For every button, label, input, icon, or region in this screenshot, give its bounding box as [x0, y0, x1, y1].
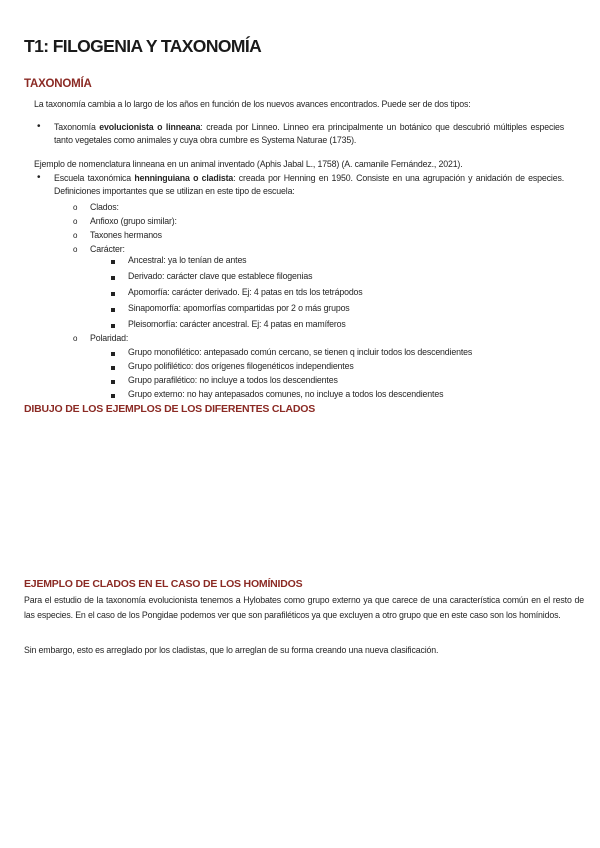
square-bullet-icon	[111, 380, 115, 384]
square-bullet-icon	[111, 352, 115, 356]
hominidos-heading: EJEMPLO DE CLADOS EN EL CASO DE LOS HOMÍNIDOS	[24, 578, 303, 590]
square-bullet-icon	[111, 292, 115, 296]
taxonomia-heading: TAXONOMÍA	[24, 78, 92, 90]
caracter-item: Ancestral: ya lo tenían de antes	[128, 255, 247, 265]
dibujo-heading: DIBUJO DE LOS EJEMPLOS DE LOS DIFERENTES CLADOS	[24, 403, 316, 415]
square-bullet-icon	[111, 276, 115, 280]
square-bullet-icon	[111, 366, 115, 370]
item-linneana-rest: : creada por Linneo. Linneo era principalmente un botánico que descubrió múltiples especies tanto vegetales como animales y cuya obra cumbre es Systema Naturae (1735).	[54, 122, 564, 145]
item-linneana-bold: evolucionista o linneana	[99, 122, 201, 132]
circle-bullet-icon: o	[73, 217, 78, 226]
page-title: T1: FILOGENIA Y TAXONOMÍA	[24, 36, 262, 56]
circle-bullet-icon: o	[73, 231, 78, 240]
definition-item: Carácter:	[90, 244, 125, 254]
hominidos-paragraph-1: Para el estudio de la taxonomía evolucionista tenemos a Hylobates como grupo externo ya que carece de una característica común en el resto de las especies. En el caso de los Pongidae podemos ver que son parafiléticos ya que excluyen a otro grupo que en este caso son los homínidos.	[24, 595, 584, 620]
taxonomia-intro: La taxonomía cambia a lo largo de los años en función de los nuevos avances encontrados. Puede ser de dos tipos:	[34, 99, 471, 109]
circle-bullet-icon: o	[73, 334, 78, 343]
definition-item: Anfioxo (grupo similar):	[90, 216, 177, 226]
caracter-item: Sinapomorfía: apomorfías compartidas por 2 o más grupos	[128, 303, 350, 313]
polaridad-item: Grupo externo: no hay antepasados comunes, no incluye a todos los descendientes	[128, 389, 444, 399]
caracter-item: Apomorfía: carácter derivado. Ej: 4 patas en tds los tetrápodos	[128, 287, 363, 297]
polaridad-item: Grupo parafilético: no incluye a todos los descendientes	[128, 375, 338, 385]
item-cladista	[54, 172, 564, 198]
nomenclature-example: Ejemplo de nomenclatura linneana en un animal inventado (Aphis Jabal L., 1758) (A. camanile Fernández., 2021).	[34, 159, 463, 169]
bullet-icon: •	[37, 121, 41, 132]
item-cladista-prefix: Escuela taxonómica	[54, 173, 135, 183]
caracter-item: Pleisomorfía: carácter ancestral. Ej: 4 patas en mamíferos	[128, 319, 346, 329]
item-linneana	[54, 121, 564, 147]
item-cladista-rest: : creada por Henning en 1950. Consiste en una agrupación y anidación de especies. Definiciones importantes que se utilizan en este tipo de escuela:	[54, 173, 564, 196]
caracter-item: Derivado: carácter clave que establece filogenias	[128, 271, 313, 281]
polaridad-label: Polaridad:	[90, 333, 129, 343]
item-cladista-bold: henninguiana o cladista	[134, 173, 234, 183]
bullet-icon: •	[37, 172, 41, 183]
definition-item: Taxones hermanos	[90, 230, 162, 240]
hominidos-paragraph-2: Sin embargo, esto es arreglado por los cladistas, que lo arreglan de su forma creando una nueva clasificación.	[24, 645, 439, 655]
polaridad-item: Grupo polifilético: dos orígenes filogenéticos independientes	[128, 361, 354, 371]
circle-bullet-icon: o	[73, 245, 78, 254]
item-linneana-prefix: Taxonomía	[54, 122, 100, 132]
square-bullet-icon	[111, 260, 115, 264]
square-bullet-icon	[111, 394, 115, 398]
polaridad-item: Grupo monofilético: antepasado común cercano, se tienen q incluir todos los descendientes	[128, 347, 473, 357]
circle-bullet-icon: o	[73, 203, 78, 212]
square-bullet-icon	[111, 324, 115, 328]
square-bullet-icon	[111, 308, 115, 312]
definition-item: Clados:	[90, 202, 119, 212]
